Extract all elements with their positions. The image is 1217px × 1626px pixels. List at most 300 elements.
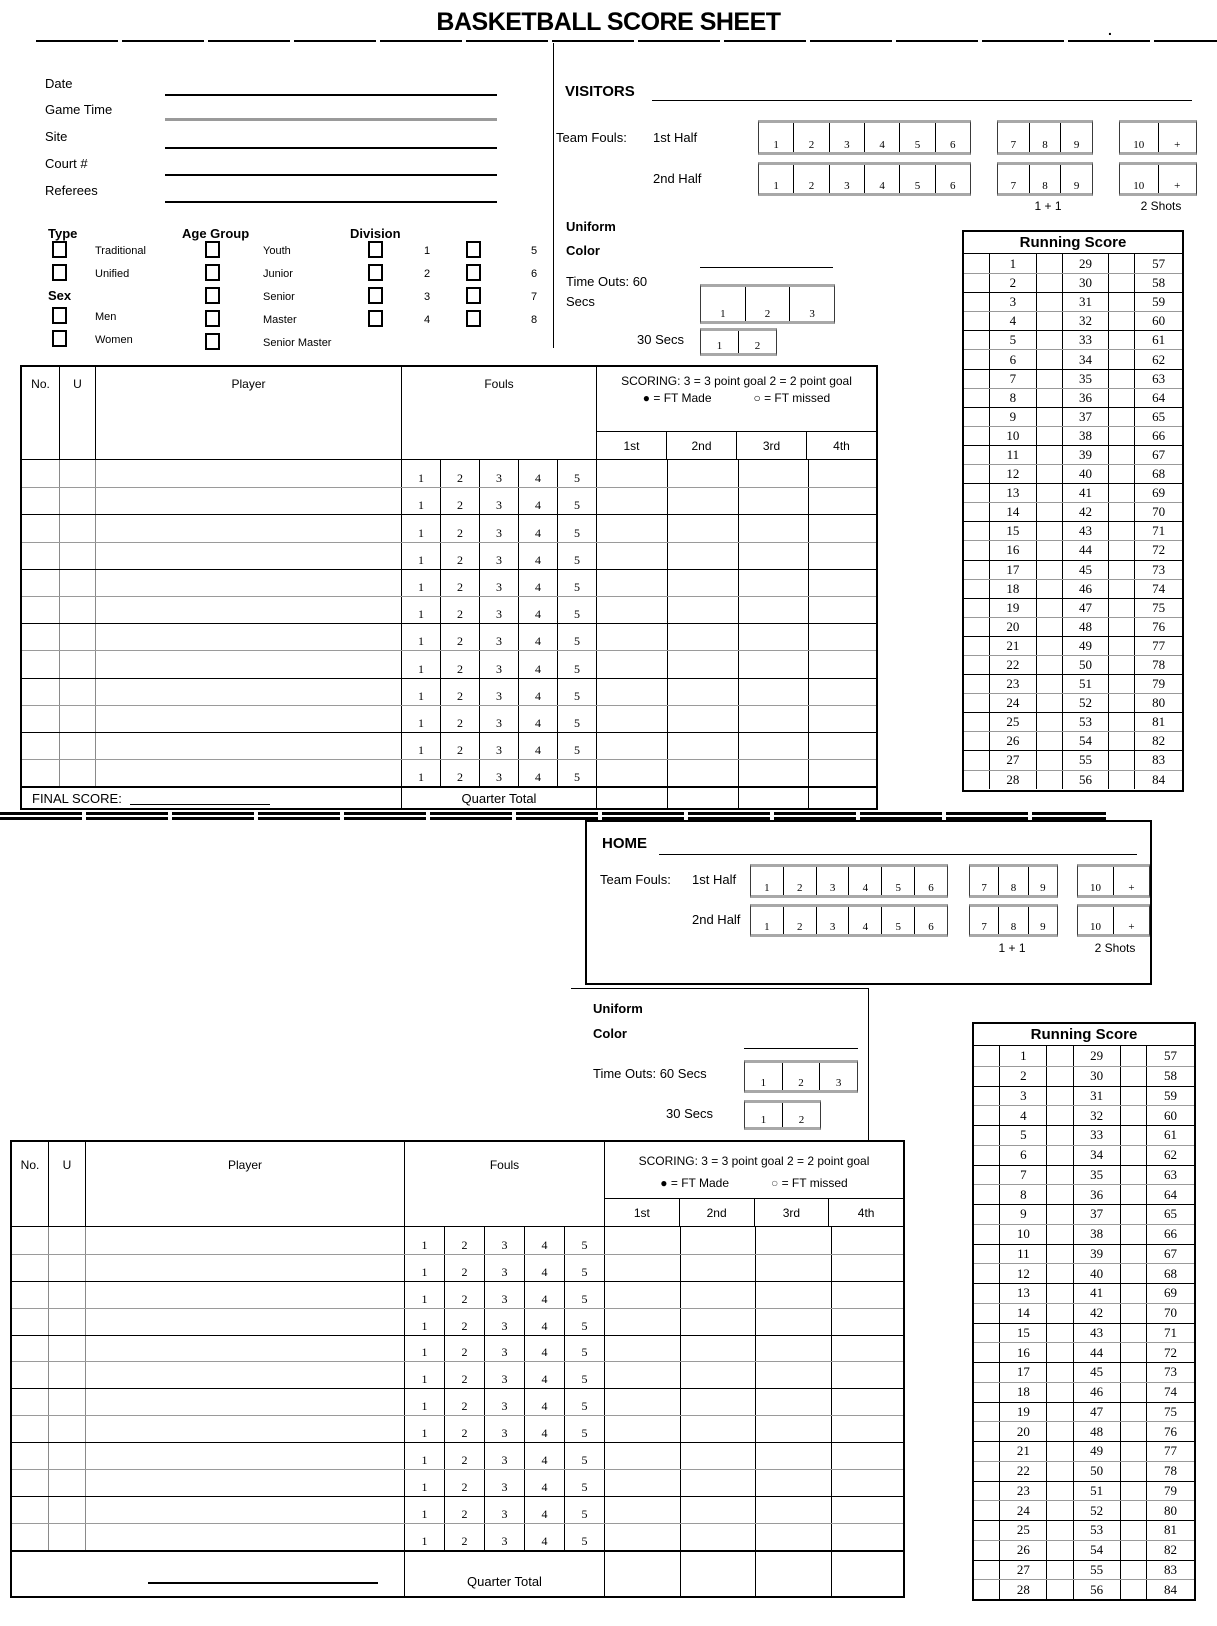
foul-cell-4[interactable]: 4 — [525, 1282, 565, 1308]
foul-cell-5[interactable]: 5 — [558, 624, 597, 650]
home-2h-foul-+[interactable]: + — [1128, 921, 1135, 933]
running-score-number-38[interactable]: 38 — [1074, 1225, 1121, 1244]
foul-cell-5[interactable]: 5 — [565, 1497, 605, 1523]
running-score-number-54[interactable]: 54 — [1063, 732, 1109, 750]
score-mark-cell[interactable] — [1037, 484, 1063, 502]
score-mark-cell[interactable] — [1047, 1501, 1073, 1520]
score-mark-cell[interactable] — [1047, 1462, 1073, 1481]
score-mark-cell[interactable] — [1047, 1324, 1073, 1343]
running-score-number-62[interactable]: 62 — [1163, 1147, 1177, 1163]
score-mark-cell[interactable] — [1047, 1442, 1073, 1461]
player-u-cell[interactable] — [49, 1255, 86, 1281]
score-mark-cell[interactable] — [1109, 312, 1135, 330]
player-u-cell[interactable] — [49, 1227, 86, 1254]
visitors-2h-foul-9[interactable]: 9 — [1073, 180, 1080, 192]
score-mark-cell[interactable] — [1109, 656, 1135, 674]
foul-cell-4[interactable]: 4 — [525, 1524, 565, 1550]
score-mark-cell[interactable] — [974, 1442, 1000, 1461]
running-score-number-24[interactable]: 24 — [1000, 1501, 1047, 1520]
score-cell-4th[interactable] — [809, 679, 876, 705]
running-score-number-46[interactable]: 46 — [1074, 1383, 1121, 1402]
foul-cell-3[interactable]: 3 — [485, 1470, 525, 1496]
foul-cell-3[interactable]: 3 — [485, 1389, 525, 1415]
running-score-number-14[interactable]: 14 — [1000, 1304, 1047, 1323]
checkbox-division-2[interactable] — [368, 264, 383, 281]
player-number-cell[interactable] — [12, 1497, 49, 1523]
home-timeout-30-1[interactable]: 1 — [745, 1103, 783, 1127]
score-mark-cell[interactable] — [1037, 254, 1063, 273]
home-name-line[interactable] — [659, 854, 1137, 855]
score-mark-cell[interactable] — [1047, 1245, 1073, 1264]
home-1h-foul-7[interactable]: 7 — [970, 867, 999, 895]
score-mark-cell[interactable] — [974, 1205, 1000, 1224]
running-score-number-62[interactable]: 62 — [1152, 351, 1166, 367]
score-cell-4th[interactable] — [809, 515, 876, 541]
running-score-number-17[interactable]: 17 — [1000, 1363, 1047, 1382]
score-mark-cell[interactable] — [1047, 1304, 1073, 1323]
score-mark-cell[interactable] — [1109, 254, 1135, 273]
score-mark-cell[interactable] — [1047, 1185, 1073, 1204]
score-cell-2nd[interactable] — [668, 679, 739, 705]
player-number-cell[interactable] — [12, 1336, 49, 1362]
foul-cell-4[interactable]: 4 — [519, 515, 558, 541]
player-number-cell[interactable] — [12, 1443, 49, 1469]
player-number-cell[interactable] — [12, 1389, 49, 1415]
player-number-cell[interactable] — [22, 597, 60, 623]
player-u-cell[interactable] — [60, 570, 96, 596]
running-score-number-7[interactable]: 7 — [990, 370, 1036, 388]
running-score-number-43[interactable]: 43 — [1074, 1324, 1121, 1343]
foul-cell-1[interactable]: 1 — [402, 570, 441, 596]
visitors-timeout-60-1[interactable]: 1 — [701, 287, 746, 321]
score-cell-2nd[interactable] — [681, 1389, 757, 1415]
running-score-number-83[interactable]: 83 — [1163, 1561, 1177, 1577]
foul-cell-4[interactable]: 4 — [519, 543, 558, 569]
foul-cell-4[interactable]: 4 — [519, 597, 558, 623]
score-cell-2nd[interactable] — [668, 570, 739, 596]
foul-cell-2[interactable]: 2 — [445, 1362, 485, 1388]
score-cell-1st[interactable] — [605, 1470, 681, 1496]
foul-cell-3[interactable]: 3 — [480, 760, 519, 786]
running-score-number-3[interactable]: 3 — [1000, 1087, 1047, 1106]
foul-cell-3[interactable]: 3 — [485, 1227, 525, 1254]
score-mark-cell[interactable] — [964, 427, 990, 445]
score-mark-cell[interactable] — [974, 1541, 1000, 1560]
player-name-cell[interactable] — [96, 679, 402, 705]
score-mark-cell[interactable] — [1109, 561, 1135, 579]
player-u-cell[interactable] — [60, 706, 96, 732]
foul-cell-3[interactable]: 3 — [480, 460, 519, 487]
score-mark-cell[interactable] — [1121, 1383, 1147, 1402]
score-mark-cell[interactable] — [1109, 618, 1135, 636]
running-score-number-63[interactable]: 63 — [1152, 370, 1166, 386]
final-score-input-line[interactable] — [148, 1582, 378, 1584]
visitors-1h-foul-4[interactable]: 4 — [865, 123, 900, 152]
score-cell-2nd[interactable] — [668, 515, 739, 541]
score-cell-3rd[interactable] — [739, 515, 810, 541]
score-mark-cell[interactable] — [964, 732, 990, 750]
player-name-cell[interactable] — [86, 1416, 405, 1442]
running-score-number-45[interactable]: 45 — [1074, 1363, 1121, 1382]
checkbox-division-3[interactable] — [368, 287, 383, 304]
score-mark-cell[interactable] — [1121, 1205, 1147, 1224]
foul-cell-2[interactable]: 2 — [441, 570, 480, 596]
player-number-cell[interactable] — [22, 515, 60, 541]
score-mark-cell[interactable] — [974, 1482, 1000, 1501]
running-score-number-69[interactable]: 69 — [1152, 485, 1166, 501]
player-number-cell[interactable] — [22, 706, 60, 732]
running-score-number-83[interactable]: 83 — [1152, 752, 1166, 768]
running-score-number-4[interactable]: 4 — [1000, 1106, 1047, 1125]
score-cell-1st[interactable] — [597, 733, 668, 759]
visitors-timeout-30-1[interactable]: 1 — [701, 331, 739, 353]
player-u-cell[interactable] — [49, 1443, 86, 1469]
running-score-number-15[interactable]: 15 — [1000, 1324, 1047, 1343]
running-score-number-67[interactable]: 67 — [1163, 1245, 1177, 1261]
score-mark-cell[interactable] — [964, 293, 990, 311]
foul-cell-1[interactable]: 1 — [402, 679, 441, 705]
score-mark-cell[interactable] — [1121, 1501, 1147, 1520]
player-u-cell[interactable] — [60, 624, 96, 650]
visitors-2h-foul-1[interactable]: 1 — [759, 165, 794, 193]
site-input-line[interactable] — [165, 147, 497, 149]
score-mark-cell[interactable] — [1037, 503, 1063, 521]
running-score-number-63[interactable]: 63 — [1163, 1166, 1177, 1182]
home-1h-foul-+[interactable]: + — [1128, 882, 1135, 894]
player-u-cell[interactable] — [49, 1497, 86, 1523]
foul-cell-5[interactable]: 5 — [558, 706, 597, 732]
checkbox-division-7[interactable] — [466, 287, 481, 304]
running-score-number-53[interactable]: 53 — [1063, 713, 1109, 731]
running-score-number-80[interactable]: 80 — [1152, 695, 1166, 711]
foul-cell-4[interactable]: 4 — [525, 1255, 565, 1281]
score-mark-cell[interactable] — [1037, 771, 1063, 789]
score-mark-cell[interactable] — [1109, 637, 1135, 655]
score-cell-2nd[interactable] — [668, 624, 739, 650]
score-mark-cell[interactable] — [1121, 1482, 1147, 1501]
player-u-cell[interactable] — [60, 460, 96, 487]
running-score-number-80[interactable]: 80 — [1163, 1502, 1177, 1518]
foul-cell-5[interactable]: 5 — [558, 760, 597, 786]
score-cell-4th[interactable] — [809, 460, 876, 487]
running-score-number-73[interactable]: 73 — [1163, 1364, 1177, 1380]
foul-cell-3[interactable]: 3 — [485, 1443, 525, 1469]
checkbox-master[interactable] — [205, 310, 220, 327]
foul-cell-4[interactable]: 4 — [525, 1443, 565, 1469]
score-cell-2nd[interactable] — [668, 706, 739, 732]
foul-cell-3[interactable]: 3 — [485, 1309, 525, 1335]
player-name-cell[interactable] — [86, 1470, 405, 1496]
checkbox-traditional[interactable] — [52, 241, 67, 258]
running-score-number-78[interactable]: 78 — [1152, 657, 1166, 673]
score-mark-cell[interactable] — [1109, 732, 1135, 750]
score-mark-cell[interactable] — [1121, 1541, 1147, 1560]
visitors-1h-foul-8[interactable]: 8 — [1030, 123, 1062, 152]
score-mark-cell[interactable] — [1047, 1383, 1073, 1402]
foul-cell-1[interactable]: 1 — [402, 706, 441, 732]
score-mark-cell[interactable] — [974, 1561, 1000, 1580]
running-score-number-10[interactable]: 10 — [1000, 1225, 1047, 1244]
player-name-cell[interactable] — [96, 760, 402, 786]
score-cell-3rd[interactable] — [756, 1362, 832, 1388]
foul-cell-4[interactable]: 4 — [519, 460, 558, 487]
score-mark-cell[interactable] — [1109, 751, 1135, 769]
checkbox-junior[interactable] — [205, 264, 220, 281]
checkbox-youth[interactable] — [205, 241, 220, 258]
player-u-cell[interactable] — [49, 1336, 86, 1362]
score-mark-cell[interactable] — [1037, 389, 1063, 407]
home-2h-foul-7[interactable]: 7 — [970, 907, 999, 934]
score-cell-1st[interactable] — [597, 543, 668, 569]
visitors-2h-foul-3[interactable]: 3 — [830, 165, 865, 193]
score-mark-cell[interactable] — [964, 751, 990, 769]
foul-cell-4[interactable]: 4 — [519, 488, 558, 514]
player-name-cell[interactable] — [96, 543, 402, 569]
running-score-number-66[interactable]: 66 — [1163, 1226, 1177, 1242]
running-score-number-19[interactable]: 19 — [1000, 1403, 1047, 1422]
score-mark-cell[interactable] — [1121, 1146, 1147, 1165]
score-mark-cell[interactable] — [1121, 1363, 1147, 1382]
running-score-number-33[interactable]: 33 — [1063, 331, 1109, 349]
visitors-2h-foul-8[interactable]: 8 — [1030, 165, 1062, 193]
running-score-number-77[interactable]: 77 — [1163, 1443, 1177, 1459]
foul-cell-3[interactable]: 3 — [480, 624, 519, 650]
running-score-number-40[interactable]: 40 — [1074, 1264, 1121, 1283]
running-score-number-56[interactable]: 56 — [1074, 1580, 1121, 1599]
running-score-number-48[interactable]: 48 — [1074, 1422, 1121, 1441]
foul-cell-3[interactable]: 3 — [485, 1336, 525, 1362]
running-score-number-59[interactable]: 59 — [1152, 294, 1166, 310]
score-cell-4th[interactable] — [832, 1497, 904, 1523]
court-number-input-line[interactable] — [165, 174, 497, 176]
score-cell-3rd[interactable] — [739, 543, 810, 569]
player-name-cell[interactable] — [96, 488, 402, 514]
foul-cell-4[interactable]: 4 — [525, 1227, 565, 1254]
score-cell-3rd[interactable] — [756, 1336, 832, 1362]
foul-cell-2[interactable]: 2 — [441, 706, 480, 732]
quarter-total-cell-3rd[interactable] — [756, 1552, 832, 1596]
score-mark-cell[interactable] — [1121, 1304, 1147, 1323]
score-mark-cell[interactable] — [964, 541, 990, 559]
score-cell-3rd[interactable] — [739, 597, 810, 623]
foul-cell-5[interactable]: 5 — [565, 1227, 605, 1254]
home-1h-foul-5[interactable]: 5 — [882, 867, 915, 895]
score-mark-cell[interactable] — [974, 1067, 1000, 1086]
foul-cell-2[interactable]: 2 — [445, 1470, 485, 1496]
visitors-timeout-30-2[interactable]: 2 — [754, 340, 761, 352]
running-score-number-60[interactable]: 60 — [1163, 1107, 1177, 1123]
score-mark-cell[interactable] — [974, 1284, 1000, 1303]
player-name-cell[interactable] — [86, 1497, 405, 1523]
player-name-cell[interactable] — [86, 1362, 405, 1388]
score-mark-cell[interactable] — [974, 1501, 1000, 1520]
score-cell-1st[interactable] — [605, 1497, 681, 1523]
score-cell-1st[interactable] — [605, 1416, 681, 1442]
running-score-number-60[interactable]: 60 — [1152, 313, 1166, 329]
score-cell-3rd[interactable] — [756, 1497, 832, 1523]
running-score-number-1[interactable]: 1 — [990, 254, 1036, 273]
player-u-cell[interactable] — [60, 760, 96, 786]
score-mark-cell[interactable] — [1109, 713, 1135, 731]
running-score-number-3[interactable]: 3 — [990, 293, 1036, 311]
game-time-input-line[interactable] — [165, 118, 497, 121]
score-mark-cell[interactable] — [1121, 1521, 1147, 1540]
running-score-number-70[interactable]: 70 — [1152, 504, 1166, 520]
player-name-cell[interactable] — [86, 1255, 405, 1281]
score-mark-cell[interactable] — [974, 1087, 1000, 1106]
score-mark-cell[interactable] — [964, 713, 990, 731]
player-u-cell[interactable] — [49, 1416, 86, 1442]
running-score-number-47[interactable]: 47 — [1074, 1403, 1121, 1422]
running-score-number-53[interactable]: 53 — [1074, 1521, 1121, 1540]
foul-cell-4[interactable]: 4 — [519, 624, 558, 650]
score-cell-3rd[interactable] — [756, 1282, 832, 1308]
foul-cell-1[interactable]: 1 — [402, 760, 441, 786]
foul-cell-2[interactable]: 2 — [441, 651, 480, 677]
running-score-number-6[interactable]: 6 — [990, 350, 1036, 368]
running-score-number-84[interactable]: 84 — [1152, 771, 1166, 787]
running-score-number-34[interactable]: 34 — [1063, 350, 1109, 368]
running-score-number-48[interactable]: 48 — [1063, 618, 1109, 636]
score-mark-cell[interactable] — [1037, 350, 1063, 368]
running-score-number-16[interactable]: 16 — [1000, 1343, 1047, 1362]
player-name-cell[interactable] — [96, 706, 402, 732]
running-score-number-50[interactable]: 50 — [1074, 1462, 1121, 1481]
score-cell-2nd[interactable] — [681, 1336, 757, 1362]
score-mark-cell[interactable] — [1037, 713, 1063, 731]
visitors-2h-foul-10[interactable]: 10 — [1120, 165, 1159, 193]
score-mark-cell[interactable] — [964, 370, 990, 388]
running-score-number-29[interactable]: 29 — [1063, 254, 1109, 273]
running-score-number-79[interactable]: 79 — [1152, 676, 1166, 692]
checkbox-division-5[interactable] — [466, 241, 481, 258]
score-cell-4th[interactable] — [832, 1389, 904, 1415]
player-name-cell[interactable] — [86, 1309, 405, 1335]
score-mark-cell[interactable] — [974, 1462, 1000, 1481]
player-number-cell[interactable] — [22, 488, 60, 514]
score-mark-cell[interactable] — [974, 1383, 1000, 1402]
score-mark-cell[interactable] — [1121, 1087, 1147, 1106]
running-score-number-1[interactable]: 1 — [1000, 1046, 1047, 1066]
running-score-number-75[interactable]: 75 — [1163, 1403, 1177, 1419]
score-mark-cell[interactable] — [964, 637, 990, 655]
player-number-cell[interactable] — [22, 570, 60, 596]
player-name-cell[interactable] — [86, 1282, 405, 1308]
score-mark-cell[interactable] — [1121, 1561, 1147, 1580]
score-mark-cell[interactable] — [1047, 1403, 1073, 1422]
foul-cell-4[interactable]: 4 — [519, 679, 558, 705]
running-score-number-9[interactable]: 9 — [990, 408, 1036, 426]
running-score-number-40[interactable]: 40 — [1063, 465, 1109, 483]
score-cell-4th[interactable] — [809, 733, 876, 759]
running-score-number-78[interactable]: 78 — [1163, 1463, 1177, 1479]
score-mark-cell[interactable] — [1037, 370, 1063, 388]
score-cell-1st[interactable] — [605, 1524, 681, 1550]
score-cell-2nd[interactable] — [681, 1362, 757, 1388]
running-score-number-30[interactable]: 30 — [1074, 1067, 1121, 1086]
foul-cell-3[interactable]: 3 — [480, 570, 519, 596]
quarter-total-cell-4th[interactable] — [832, 1552, 904, 1596]
score-cell-2nd[interactable] — [681, 1309, 757, 1335]
score-cell-3rd[interactable] — [756, 1443, 832, 1469]
visitors-1h-foul-10[interactable]: 10 — [1120, 123, 1159, 152]
score-mark-cell[interactable] — [1037, 751, 1063, 769]
score-mark-cell[interactable] — [974, 1580, 1000, 1599]
running-score-number-55[interactable]: 55 — [1074, 1561, 1121, 1580]
score-mark-cell[interactable] — [964, 656, 990, 674]
running-score-number-44[interactable]: 44 — [1074, 1343, 1121, 1362]
foul-cell-5[interactable]: 5 — [565, 1389, 605, 1415]
foul-cell-4[interactable]: 4 — [525, 1336, 565, 1362]
running-score-number-24[interactable]: 24 — [990, 694, 1036, 712]
visitors-timeout-60-2[interactable]: 2 — [746, 287, 791, 321]
running-score-number-39[interactable]: 39 — [1063, 446, 1109, 464]
score-cell-4th[interactable] — [809, 543, 876, 569]
score-mark-cell[interactable] — [974, 1245, 1000, 1264]
score-mark-cell[interactable] — [974, 1363, 1000, 1382]
running-score-number-76[interactable]: 76 — [1163, 1423, 1177, 1439]
score-mark-cell[interactable] — [1047, 1205, 1073, 1224]
foul-cell-2[interactable]: 2 — [441, 760, 480, 786]
score-mark-cell[interactable] — [974, 1343, 1000, 1362]
player-name-cell[interactable] — [96, 570, 402, 596]
home-1h-foul-9[interactable]: 9 — [1040, 882, 1046, 894]
score-mark-cell[interactable] — [1121, 1067, 1147, 1086]
score-cell-4th[interactable] — [832, 1309, 904, 1335]
running-score-number-67[interactable]: 67 — [1152, 446, 1166, 462]
quarter-total-cell-2nd[interactable] — [668, 788, 739, 808]
home-2h-foul-2[interactable]: 2 — [784, 907, 817, 934]
running-score-number-47[interactable]: 47 — [1063, 599, 1109, 617]
home-2h-foul-5[interactable]: 5 — [882, 907, 915, 934]
score-mark-cell[interactable] — [974, 1046, 1000, 1066]
home-1h-foul-3[interactable]: 3 — [817, 867, 850, 895]
running-score-number-64[interactable]: 64 — [1163, 1186, 1177, 1202]
score-mark-cell[interactable] — [1037, 541, 1063, 559]
foul-cell-1[interactable]: 1 — [402, 515, 441, 541]
score-mark-cell[interactable] — [974, 1126, 1000, 1145]
score-cell-1st[interactable] — [597, 651, 668, 677]
score-mark-cell[interactable] — [964, 465, 990, 483]
visitors-2h-foul-6[interactable]: 6 — [950, 180, 956, 192]
score-mark-cell[interactable] — [974, 1166, 1000, 1185]
foul-cell-5[interactable]: 5 — [558, 651, 597, 677]
foul-cell-5[interactable]: 5 — [565, 1282, 605, 1308]
score-mark-cell[interactable] — [1037, 312, 1063, 330]
foul-cell-3[interactable]: 3 — [480, 651, 519, 677]
running-score-number-39[interactable]: 39 — [1074, 1245, 1121, 1264]
score-mark-cell[interactable] — [1047, 1126, 1073, 1145]
score-mark-cell[interactable] — [974, 1225, 1000, 1244]
score-cell-3rd[interactable] — [739, 706, 810, 732]
running-score-number-10[interactable]: 10 — [990, 427, 1036, 445]
visitors-2h-foul-4[interactable]: 4 — [865, 165, 900, 193]
foul-cell-3[interactable]: 3 — [485, 1497, 525, 1523]
score-cell-2nd[interactable] — [668, 597, 739, 623]
foul-cell-1[interactable]: 1 — [402, 543, 441, 569]
running-score-number-12[interactable]: 12 — [1000, 1264, 1047, 1283]
checkbox-division-6[interactable] — [466, 264, 481, 281]
visitors-uniform-color-line[interactable] — [700, 267, 833, 268]
running-score-number-20[interactable]: 20 — [990, 618, 1036, 636]
score-cell-1st[interactable] — [605, 1309, 681, 1335]
score-mark-cell[interactable] — [964, 694, 990, 712]
player-name-cell[interactable] — [86, 1227, 405, 1254]
quarter-total-cell-1st[interactable] — [605, 1552, 681, 1596]
score-cell-4th[interactable] — [809, 624, 876, 650]
score-cell-4th[interactable] — [832, 1282, 904, 1308]
running-score-number-21[interactable]: 21 — [1000, 1442, 1047, 1461]
